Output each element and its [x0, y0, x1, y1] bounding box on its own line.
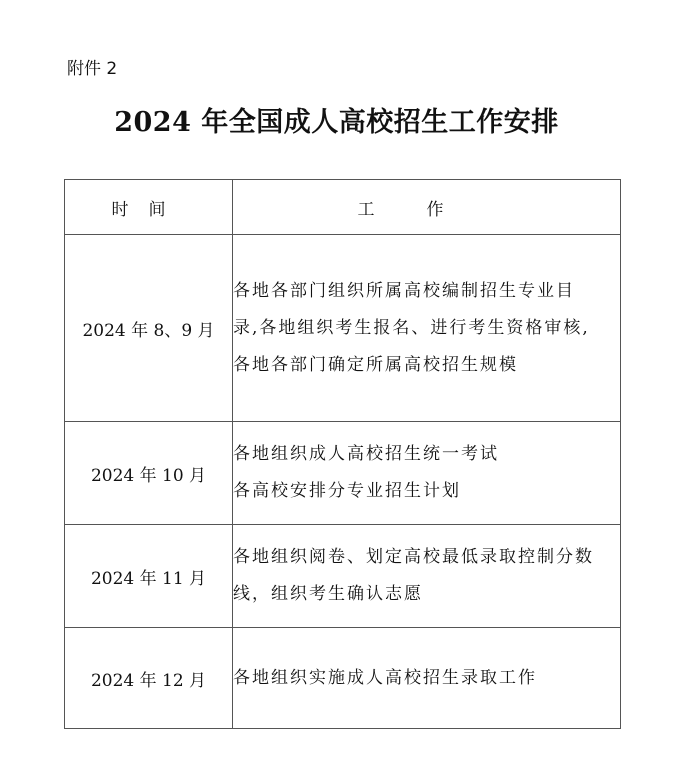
row-time: 2024 年 8、9 月 — [65, 235, 233, 422]
table-row — [65, 525, 621, 628]
table-row — [65, 235, 621, 422]
row-work: 各地组织阅卷、划定高校最低录取控制分数 线，组织考生确认志愿 — [233, 525, 621, 628]
table-header-row — [65, 180, 621, 235]
row-time: 2024 年 10 月 — [65, 422, 233, 525]
header-work: 工作 — [233, 180, 621, 235]
document-title: 2024 年全国成人高校招生工作安排 — [114, 107, 559, 138]
row-time: 2024 年 11 月 — [65, 525, 233, 628]
row-work: 各地组织实施成人高校招生录取工作 — [233, 628, 621, 729]
header-time: 时间 — [65, 180, 233, 235]
table-row — [65, 628, 621, 729]
table-row — [65, 422, 621, 525]
row-work: 各地各部门组织所属高校编制招生专业目 录,各地组织考生报名、进行考生资格审核, 各地各部门确定所属高校招生规模 — [233, 235, 621, 422]
row-time: 2024 年 12 月 — [65, 628, 233, 729]
row-work: 各地组织成人高校招生统一考试 各高校安排分专业招生计划 — [233, 422, 621, 525]
schedule-table — [64, 179, 621, 729]
attachment-label: 附件 2 — [67, 59, 118, 79]
